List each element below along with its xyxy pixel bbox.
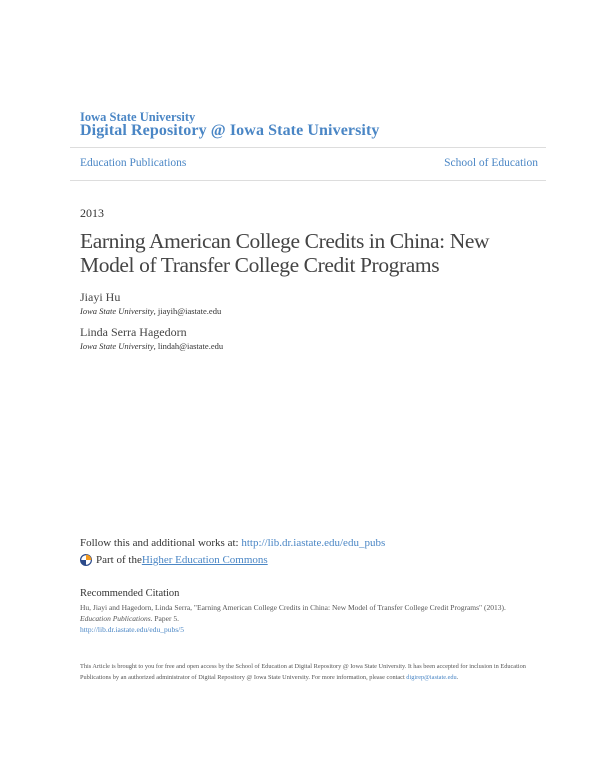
repository-title[interactable]: Digital Repository @ Iowa State University (80, 122, 380, 139)
part-of-text: Part of the (96, 554, 142, 566)
follow-text: Follow this and additional works at: (80, 537, 242, 549)
publication-year: 2013 (80, 206, 104, 220)
citation-text-part2: . Paper 5. (150, 614, 179, 623)
footer-text: This Article is brought to you for free and open access by the School of Education at Digital Repository @ Iowa State University. It has been accepted for inclusion in Education Publications by an authorized administrator of Digital Repository @ Iowa State University. For more information, please contact (80, 663, 526, 681)
citation-url-link[interactable]: http://lib.dr.iastate.edu/edu_pubs/5 (80, 625, 184, 634)
commons-icon (80, 554, 92, 566)
author-affiliation (80, 306, 221, 316)
author-affiliation (80, 341, 223, 351)
contact-email-link[interactable]: digirep@iastate.edu (406, 674, 457, 681)
header-divider-top (70, 147, 546, 148)
citation-journal: Education Publications (80, 614, 151, 623)
author-name: Linda Serra Hagedorn (80, 325, 187, 339)
header-divider-bottom (70, 180, 546, 181)
breadcrumb-school-of-education[interactable]: School of Education (444, 157, 538, 169)
part-of-line (80, 554, 268, 566)
recommended-citation-heading: Recommended Citation (80, 588, 180, 599)
footer-notice (80, 661, 530, 683)
author-institution: Iowa State University (80, 341, 154, 351)
citation-text-part1: Hu, Jiayi and Hagedorn, Linda Serra, "Earning American College Credits in China: New Model of Transfer College Credit Programs" (2013). (80, 603, 506, 612)
recommended-citation-text (80, 602, 530, 635)
footer-end: . (456, 674, 459, 681)
follow-url-link[interactable]: http://lib.dr.iastate.edu/edu_pubs (241, 537, 386, 549)
author-email: , jiayih@iastate.edu (153, 306, 222, 316)
author-email: , lindah@iastate.edu (153, 341, 224, 351)
paper-title: Earning American College Credits in China: New Model of Transfer College Credit Programs (80, 229, 490, 277)
higher-education-commons-link[interactable]: Higher Education Commons (141, 554, 268, 566)
repository-org: Iowa State University (80, 110, 196, 124)
author-name: Jiayi Hu (80, 290, 121, 304)
follow-line (80, 537, 385, 549)
author-institution: Iowa State University (80, 306, 154, 316)
breadcrumb-education-publications[interactable]: Education Publications (80, 157, 187, 169)
